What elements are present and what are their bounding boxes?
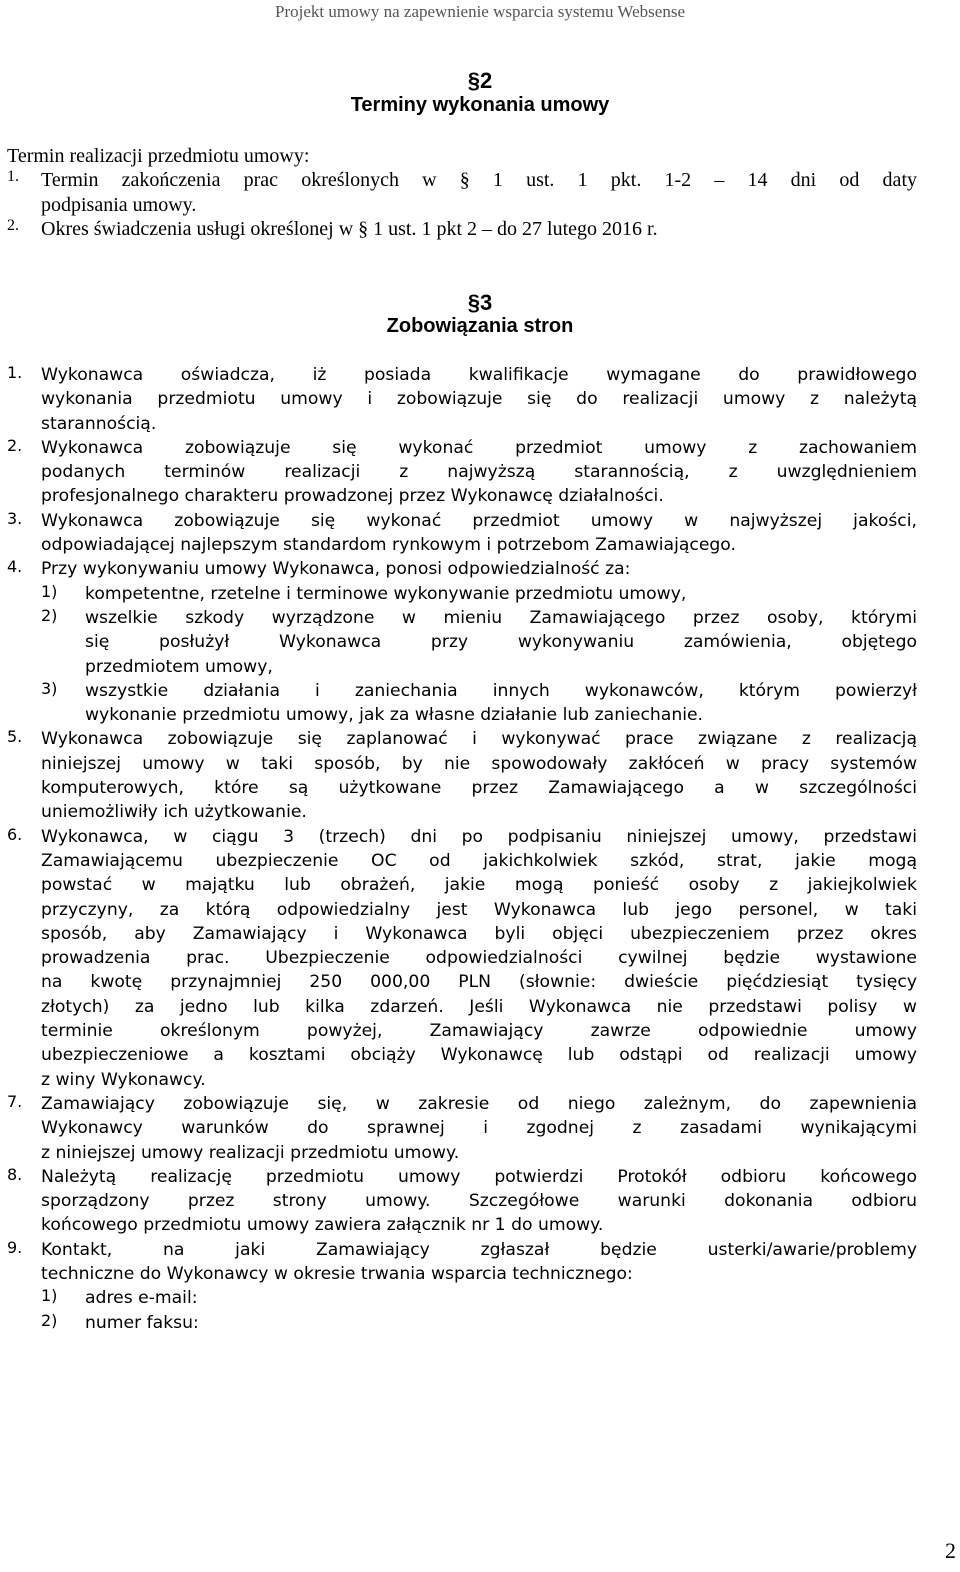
list-item-text-line: powstać w majątku lub obrażeń, jakie mogą ponieść osoby z jakiejkolwiek	[41, 875, 917, 896]
sub-list-item-number: 2)	[41, 605, 58, 625]
list-item-text-line: Wykonawca zobowiązuje się zaplanować i wykonywać prace związane z realizacją	[41, 729, 917, 750]
list-item-text-line: końcowego przedmiotu umowy zawiera załącznik nr 1 do umowy.	[41, 1215, 604, 1236]
sub-list-item	[7, 1286, 917, 1310]
section-2-symbol: §2	[467, 68, 493, 93]
list-item-text-line: Wykonawcy warunków do sprawnej i zgodnej z zasadami wynikającymi	[41, 1118, 917, 1139]
list-item-text-line: Wykonawca zobowiązuje się wykonać przedmiot umowy w najwyższej jakości,	[41, 510, 917, 531]
list-item	[7, 1092, 917, 1165]
list-item-number: 9.	[7, 1237, 23, 1257]
sub-list-item-number: 3)	[41, 678, 58, 698]
list-item-text-line: Wykonawca zobowiązuje się wykonać przedmiot umowy z zachowaniem	[41, 437, 917, 458]
sub-list-item-text-line: adres e-mail:	[85, 1288, 198, 1309]
list-item-text-line: starannością.	[41, 413, 157, 434]
list-item-text-line: Zamawiającemu ubezpieczenie OC od jakichkolwiek szkód, strat, jakie mogą	[41, 850, 917, 871]
sub-list-item	[7, 606, 917, 679]
sub-list-item-text-line: numer faksu:	[85, 1312, 199, 1333]
section-2-list	[7, 168, 917, 241]
list-item	[7, 436, 917, 509]
section-3-list	[7, 363, 917, 1335]
list-item-number: 1.	[7, 168, 19, 186]
section-3-body	[7, 363, 917, 1335]
list-item-text-line: podanych terminów realizacji z najwyższą starannością, z uwzględnieniem	[41, 462, 917, 483]
section-2-body	[7, 144, 917, 241]
list-item-text-line: techniczne do Wykonawcy w okresie trwania wsparcia technicznego:	[41, 1263, 633, 1284]
list-item-number: 1.	[7, 363, 23, 382]
list-item-number: 2.	[7, 435, 23, 455]
list-item	[7, 509, 917, 558]
sub-list-item-text-line: kompetentne, rzetelne i terminowe wykonywanie przedmiotu umowy,	[85, 583, 687, 604]
list-item-text-line: Okres świadczenia usługi określonej w § 1 ust. 1 pkt 2 – do 27 lutego 2016 r.	[41, 217, 658, 240]
list-item-text-line: z niniejszej umowy realizacji przedmiotu umowy.	[41, 1142, 460, 1163]
list-item-text-line: wykonania przedmiotu umowy i zobowiązuje się do realizacji umowy z należytą	[41, 389, 917, 410]
sub-list-item	[7, 582, 917, 606]
sub-list-item	[7, 679, 917, 728]
list-item-number: 2.	[7, 216, 19, 234]
list-item-number: 6.	[7, 824, 23, 844]
list-item-text-line: Wykonawca oświadcza, iż posiada kwalifikacje wymagane do prawidłowego	[41, 365, 917, 385]
sub-list-item-text-line: wszystkie działania i zaniechania innych wykonawców, którym powierzył	[85, 680, 917, 701]
section-2-title: Terminy wykonania umowy	[350, 94, 610, 116]
sub-list-item-number: 1)	[41, 1286, 58, 1306]
list-item-text-line: uniemożliwiły ich użytkowanie.	[41, 802, 307, 823]
page-header: Projekt umowy na zapewnienie wsparcia systemu Websense	[275, 2, 685, 21]
list-item	[7, 1238, 917, 1287]
list-item-number: 3.	[7, 508, 23, 528]
list-item-text-line: na kwotę przynajmniej 250 000,00 PLN (słownie: dwieście pięćdziesiąt tysięcy	[41, 972, 917, 993]
list-item-number: 4.	[7, 557, 23, 577]
list-item-text-line: Przy wykonywaniu umowy Wykonawca, ponosi odpowiedzialność za:	[41, 559, 631, 580]
sub-list-item-text-line: przedmiotem umowy,	[85, 656, 273, 677]
sub-list-item-text-line: wszelkie szkody wyrządzone w mieniu Zamawiającego przez osoby, którymi	[85, 607, 917, 628]
section-3-title: Zobowiązania stron	[386, 315, 574, 337]
list-item-text-line: podpisania umowy.	[41, 193, 197, 216]
list-item	[7, 825, 917, 1092]
list-item	[7, 1165, 917, 1238]
list-item-text-line: Kontakt, na jaki Zamawiający zgłaszał będzie usterki/awarie/problemy	[41, 1239, 917, 1260]
list-item	[7, 217, 917, 241]
list-item-text-line: złotych) za jedno lub kilka zdarzeń. Jeśli Wykonawca nie przedstawi polisy w	[41, 996, 917, 1017]
page-number: 2	[945, 1538, 956, 1563]
list-item-number: 8.	[7, 1164, 23, 1184]
list-item-text-line: sporządzony przez strony umowy. Szczegółowe warunki dokonania odbioru	[41, 1191, 917, 1212]
sub-list-item-number: 1)	[41, 581, 58, 601]
sub-list-item-text-line: się posłużył Wykonawca przy wykonywaniu zamówienia, objętego	[85, 632, 917, 653]
list-item-text-line: sposób, aby Zamawiający i Wykonawca byli objęci ubezpieczeniem przez okres	[41, 923, 917, 944]
list-item	[7, 727, 917, 824]
list-item-text-line: terminie określonym powyżej, Zamawiający zawrze odpowiednie umowy	[41, 1021, 917, 1042]
list-item-number: 7.	[7, 1091, 23, 1111]
list-item-text-line: niniejszej umowy w taki sposób, by nie spowodowały zakłóceń w pracy systemów	[41, 753, 917, 774]
list-item-text-line: profesjonalnego charakteru prowadzonej przez Wykonawcę działalności.	[41, 486, 664, 507]
list-item-text-line: Termin zakończenia prac określonych w § 1 ust. 1 pkt. 1-2 – 14 dni od daty	[41, 169, 917, 192]
list-item-number: 5.	[7, 727, 23, 747]
sub-list-item-text-line: wykonanie przedmiotu umowy, jak za własne działanie lub zaniechanie.	[85, 705, 704, 726]
list-item	[7, 168, 917, 217]
list-item-text-line: przyczyny, za którą odpowiedzialny jest Wykonawca lub jego personel, w taki	[41, 899, 917, 920]
list-item-text-line: komputerowych, które są użytkowane przez Zamawiającego a w szczególności	[41, 778, 917, 799]
list-item	[7, 557, 917, 581]
list-item-text-line: prowadzenia prac. Ubezpieczenie odpowiedzialności cywilnej będzie wystawione	[41, 948, 917, 969]
list-item	[7, 363, 917, 436]
section-2-intro: Termin realizacji przedmiotu umowy:	[7, 145, 310, 167]
list-item-text-line: Należytą realizację przedmiotu umowy potwierdzi Protokół odbioru końcowego	[41, 1166, 917, 1187]
list-item-text-line: ubezpieczeniowe a kosztami obciąży Wykonawcę lub odstąpi od realizacji umowy	[41, 1045, 917, 1066]
sub-list-item	[7, 1311, 917, 1335]
list-item-text-line: odpowiadającej najlepszym standardom rynkowym i potrzebom Zamawiającego.	[41, 535, 736, 556]
section-3-symbol: §3	[467, 290, 493, 315]
list-item-text-line: Zamawiający zobowiązuje się, w zakresie od niego zależnym, do zapewnienia	[41, 1093, 917, 1114]
sub-list-item-number: 2)	[41, 1310, 58, 1330]
list-item-text-line: Wykonawca, w ciągu 3 (trzech) dni po podpisaniu niniejszej umowy, przedstawi	[41, 826, 917, 847]
list-item-text-line: z winy Wykonawcy.	[41, 1069, 206, 1090]
